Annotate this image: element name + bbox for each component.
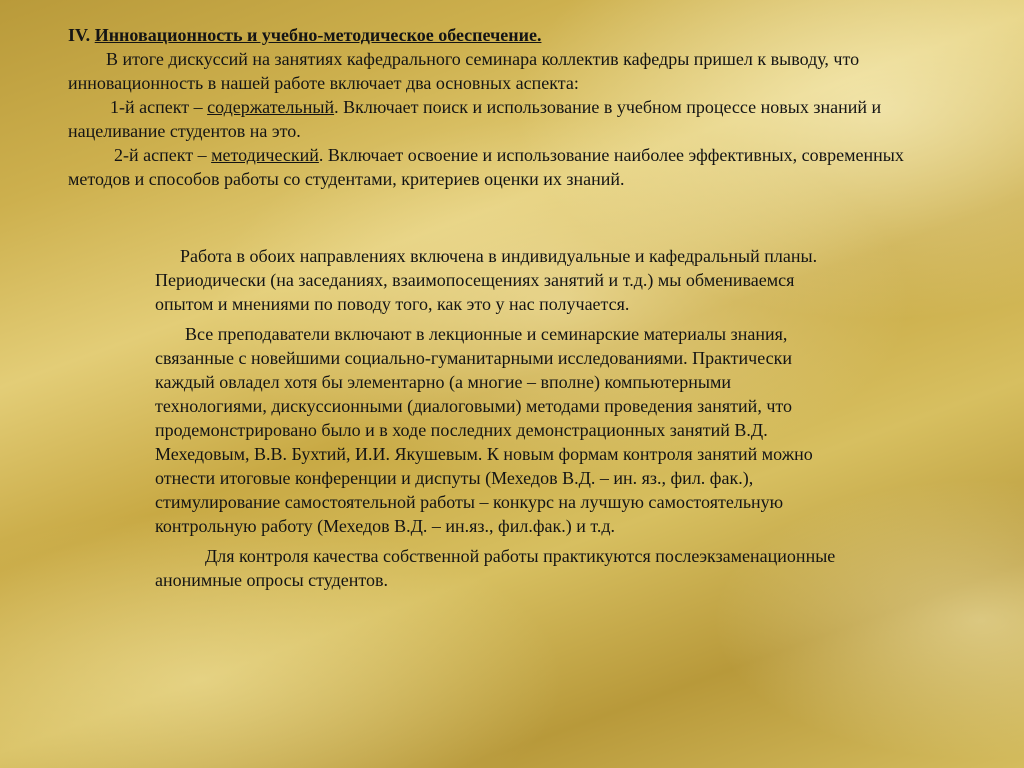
aspect-1-paragraph [68, 95, 948, 143]
aspect-2-term: методический [211, 145, 319, 165]
aspect-1-prefix: 1-й аспект – [110, 97, 208, 117]
section-heading [68, 23, 948, 47]
aspect-1-text: . Включает поиск и использование в учебном процессе новых знаний и нацеливание студентов на это. [68, 97, 882, 141]
top-text-block [68, 23, 948, 191]
body-paragraph-2: Все преподаватели включают в лекционные и семинарские материалы знания, связанные с новейшими социально-гуманитарными исследованиями. Практически каждый овладел хотя бы элементарно (а многие – вполне) компьютерными технологиями, дискуссионными (диалоговыми) методами проведения занятий, что продемонстрировано было и в ходе последних демонстрационных занятий В.Д. Мехедовым, В.В. Бухтий, И.И. Якушевым. К новым формам контроля занятий можно отнести итоговые конференции и диспуты (Мехедов В.Д. – ин. яз., фил. фак.), стимулирование самостоятельной работы – конкурс на лучшую самостоятельную контрольную работу (Мехедов В.Д. – ин.яз., фил.фак.) и т.д. [155, 324, 813, 536]
section-number: IV. [68, 25, 91, 45]
body-paragraph-3: Для контроля качества собственной работы практикуются послеэкзаменационные анонимные опросы студентов. [155, 546, 836, 590]
body-paragraph-1: Работа в обоих направлениях включена в индивидуальные и кафедральный планы. Периодически (на заседаниях, взаимопосещениях занятий и т.д.) мы обмениваемся опытом и мнениями по поводу того, как это у нас получается. [155, 246, 818, 314]
aspect-2-text: . Включает освоение и использование наиболее эффективных, современных методов и способов работы со студентами, критериев оценки их знаний. [68, 145, 904, 189]
main-text-block [155, 244, 845, 592]
aspect-2-prefix: 2-й аспект – [114, 145, 212, 165]
section-title: Инновационность и учебно-методическое обеспечение. [94, 25, 542, 45]
aspect-2-paragraph [68, 143, 948, 191]
aspect-1-term: содержательный [207, 97, 335, 117]
intro-paragraph: В итоге дискуссий на занятиях кафедрального семинара коллектив кафедры пришел к выводу, что инновационность в нашей работе включает два основных аспекта: [68, 49, 860, 93]
